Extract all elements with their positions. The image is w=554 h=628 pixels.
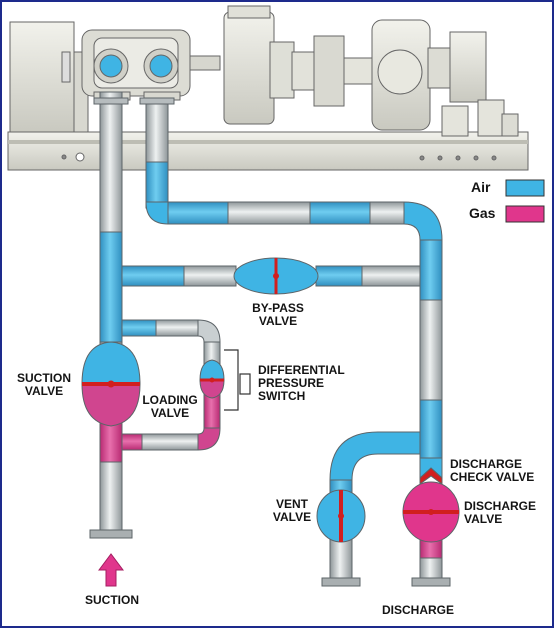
label-line: DISCHARGE — [450, 457, 523, 471]
loading-valve-label — [142, 393, 197, 420]
label-line: VALVE — [150, 406, 190, 420]
discharge-valve-label — [464, 499, 536, 526]
label-line: PRESSURE — [258, 376, 325, 390]
motor — [224, 12, 274, 124]
vent-valve — [317, 490, 365, 542]
label-line: CHECK VALVE — [450, 470, 535, 484]
label-line: VALVE — [272, 510, 312, 524]
differential-pressure-switch — [224, 350, 250, 410]
discharge-flange — [412, 578, 450, 586]
machinery — [8, 6, 528, 170]
vent-flange — [322, 578, 360, 586]
discharge-check-label — [450, 457, 534, 484]
base-skid — [8, 132, 528, 170]
aux-unit — [450, 32, 486, 102]
piping-diagram — [2, 2, 552, 626]
label-line: LOADING — [142, 393, 198, 407]
label-line: DISCHARGE — [464, 499, 537, 513]
suction-valve-label — [17, 371, 71, 398]
vent-valve-label — [273, 497, 311, 524]
loading-valve — [200, 360, 224, 398]
suction-arrow-icon — [99, 554, 123, 586]
label-line: VALVE — [24, 384, 64, 398]
label-line: VALVE — [258, 314, 298, 328]
discharge-check-valve — [420, 458, 442, 484]
suction-valve — [82, 342, 140, 426]
legend-gas-label: Gas — [469, 205, 496, 221]
legend-air-label: Air — [471, 179, 491, 195]
legend-gas-swatch — [506, 206, 544, 222]
label-line: BY-PASS — [252, 301, 304, 315]
label-line: SUCTION — [17, 371, 71, 385]
discharge-label: DISCHARGE — [381, 603, 455, 617]
label-line: DIFFERENTIAL — [258, 363, 345, 377]
suction-label: SUCTION — [85, 593, 139, 607]
label-line: SWITCH — [258, 389, 306, 403]
bypass-valve-label — [252, 301, 304, 328]
label-line: VENT — [275, 497, 309, 511]
diff-switch-label — [258, 363, 345, 403]
discharge-valve — [403, 482, 459, 542]
legend-air-swatch — [506, 180, 544, 196]
bypass-valve — [234, 258, 318, 294]
legend — [469, 179, 544, 222]
suction-flange — [90, 530, 132, 538]
label-line: VALVE — [464, 512, 503, 526]
